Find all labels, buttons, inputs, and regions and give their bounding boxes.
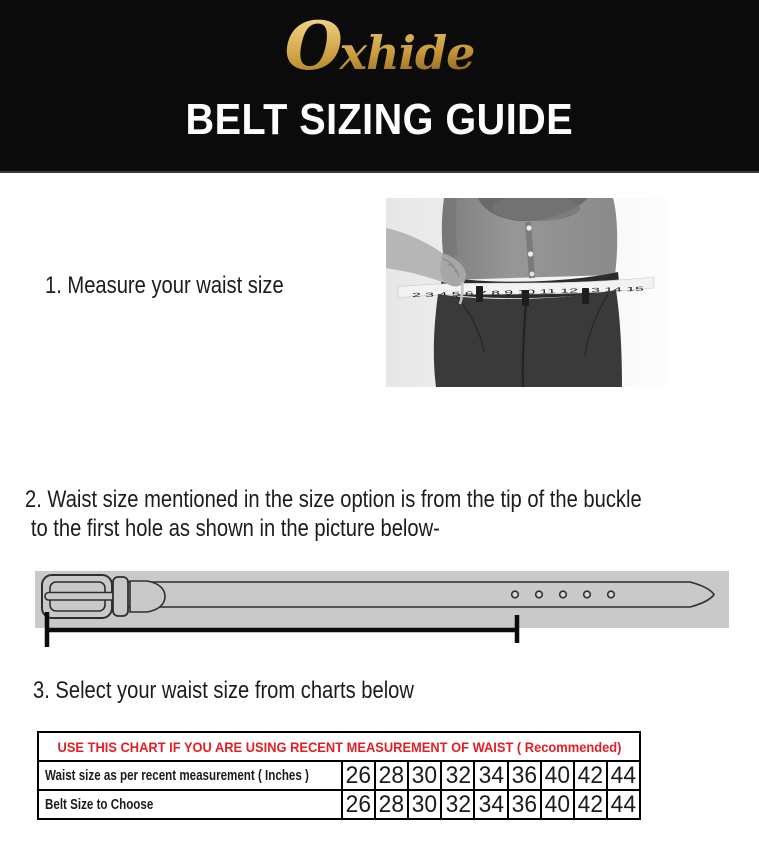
waist-size-cell: 28 [374,762,407,790]
belt-size-cell: 44 [606,791,639,819]
belt-end-through-buckle [130,581,165,612]
belt-size-cell: 34 [473,791,506,819]
shirt [442,198,617,280]
waist-size-cell: 36 [507,762,540,790]
belt-size-cell: 42 [573,791,606,819]
belt-size-cell: 40 [540,791,573,819]
page-title: BELT SIZING GUIDE [185,95,574,144]
belt-size-cell: 36 [507,791,540,819]
belt-size-cell: 28 [374,791,407,819]
step-2-line-2: to the first hole as shown in the picture below- [30,515,440,542]
table-row-belt-size [39,789,639,818]
belt-size-cell: 30 [407,791,440,819]
waist-size-cell: 44 [606,762,639,790]
belt-size-cell: 32 [440,791,473,819]
step-3-text: 3. Select your waist size from charts below [33,677,414,704]
row-label-belt: Belt Size to Choose [45,797,154,813]
sizing-table [37,731,641,820]
header-banner [0,0,759,173]
belt-length-diagram [0,555,759,665]
row-label-waist: Waist size as per recent measurement ( Inches ) [45,768,309,784]
buckle-prong [45,593,118,601]
belt-size-cell: 26 [341,791,374,819]
waist-size-cell: 42 [573,762,606,790]
waist-size-cell: 30 [407,762,440,790]
belt-keeper-loop [113,577,128,616]
waist-size-cell: 34 [473,762,506,790]
step-1-text: 1. Measure your waist size [45,272,284,299]
tape-numbers: 2 3 4 5 6 7 8 9 10 11 12 13 14 15 [411,290,501,300]
waist-size-cell: 40 [540,762,573,790]
waist-size-cell: 32 [440,762,473,790]
step-2-line-1: 2. Waist size mentioned in the size option is from the tip of the buckle [25,486,642,513]
brand-logo-text: Oxhide [285,4,475,95]
table-row-waist-size [39,762,639,789]
belt-buckle [42,575,165,618]
waist-measurement-photo [386,198,668,387]
waist-size-cell: 26 [341,762,374,790]
brand-logo [0,4,759,95]
step-2-text [25,485,642,543]
table-header-note: USE THIS CHART IF YOU ARE USING RECENT MEASUREMENT OF WAIST ( Recommended) [39,733,639,762]
